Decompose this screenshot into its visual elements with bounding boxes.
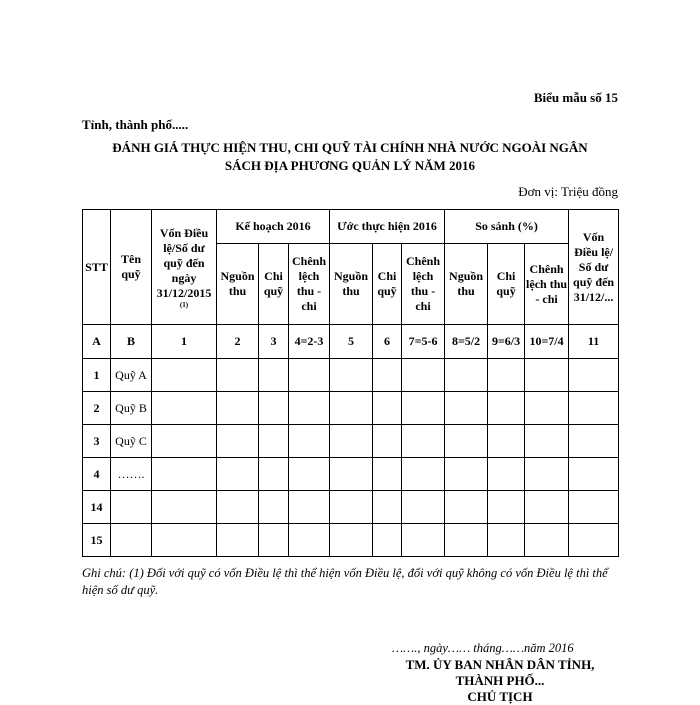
column-number-row [83,325,619,359]
header-fund-name: Tên quỹ [111,210,152,325]
title-line-1: ĐÁNH GIÁ THỰC HIỆN THU, CHI QUỸ TÀI CHÍNH NHÀ NƯỚC NGOÀI NGÂN [112,140,588,155]
col-number-cell: 3 [259,325,289,359]
table-row [83,359,619,392]
signature-line-3: CHỦ TỊCH [467,689,533,704]
footnote: Ghi chú: (1) Đối với quỹ có vốn Điều lệ thì thể hiện vốn Điều lệ, đối với quỹ không có vốn Điều lệ thì thể hiện số dư quỹ. [82,566,608,597]
table-row [83,491,619,524]
header-compare-expense: Chi quỹ [488,244,525,325]
row-stt: 14 [83,491,111,524]
row-fund-name: Quỹ C [111,425,152,458]
header-capital-footnote: (1) [179,300,189,309]
header-plan-2016: Kế hoạch 2016 [217,210,330,244]
signature-line-2: THÀNH PHỐ... [455,673,545,688]
fund-table [82,209,619,557]
row-stt: 4 [83,458,111,491]
col-number-cell: 7=5-6 [402,325,445,359]
province-label: Tỉnh, thành phố..... [82,117,189,132]
header-compare-diff: Chênh lệch thu - chi [525,244,569,325]
signature-line-1: TM. ỦY BAN NHÂN DÂN TỈNH, [405,657,595,672]
header-plan-diff: Chênh lệch thu - chi [289,244,330,325]
table-row [83,458,619,491]
col-number-cell: 6 [373,325,402,359]
table-row [83,392,619,425]
title-line-2: SÁCH ĐỊA PHƯƠNG QUẢN LÝ NĂM 2016 [224,158,476,173]
col-number-cell: 9=6/3 [488,325,525,359]
col-number-cell: 2 [217,325,259,359]
unit-label: Đơn vị: Triệu đồng [518,184,618,199]
row-stt: 3 [83,425,111,458]
header-plan-expense: Chi quỹ [259,244,289,325]
header-plan-revenue: Nguồn thu [217,244,259,325]
row-stt: 1 [83,359,111,392]
header-comparison: So sánh (%) [445,210,569,244]
header-row-1 [83,210,619,244]
table-row [83,425,619,458]
row-stt: 15 [83,524,111,557]
signature-block [380,657,620,705]
col-number-cell: 1 [152,325,217,359]
col-number-cell: 11 [569,325,619,359]
header-capital-end: Vốn Điều lệ/ Số dư quỹ đến 31/12/... [569,210,619,325]
header-estimate-revenue: Nguồn thu [330,244,373,325]
form-number: Biểu mẫu số 15 [533,90,618,105]
col-number-cell: B [111,325,152,359]
header-estimate-2016: Ước thực hiện 2016 [330,210,445,244]
row-fund-name [111,524,152,557]
row-fund-name [111,491,152,524]
col-number-cell: 5 [330,325,373,359]
header-stt: STT [83,210,111,325]
row-fund-name: ……. [111,458,152,491]
table-row [83,524,619,557]
header-capital-start-label: Vốn Điều lệ/Số dư quỹ đến ngày 31/12/2015 [156,225,212,300]
document-title [82,139,618,175]
header-estimate-expense: Chi quỹ [373,244,402,325]
col-number-cell: 4=2-3 [289,325,330,359]
col-number-cell: 8=5/2 [445,325,488,359]
row-stt: 2 [83,392,111,425]
row-fund-name: Quỹ B [111,392,152,425]
header-capital-start [152,210,217,325]
col-number-cell: 10=7/4 [525,325,569,359]
header-compare-revenue: Nguồn thu [445,244,488,325]
date-line: ……., ngày…… tháng……năm 2016 [392,641,574,655]
header-estimate-diff: Chênh lệch thu - chi [402,244,445,325]
row-fund-name: Quỹ A [111,359,152,392]
col-number-cell: A [83,325,111,359]
